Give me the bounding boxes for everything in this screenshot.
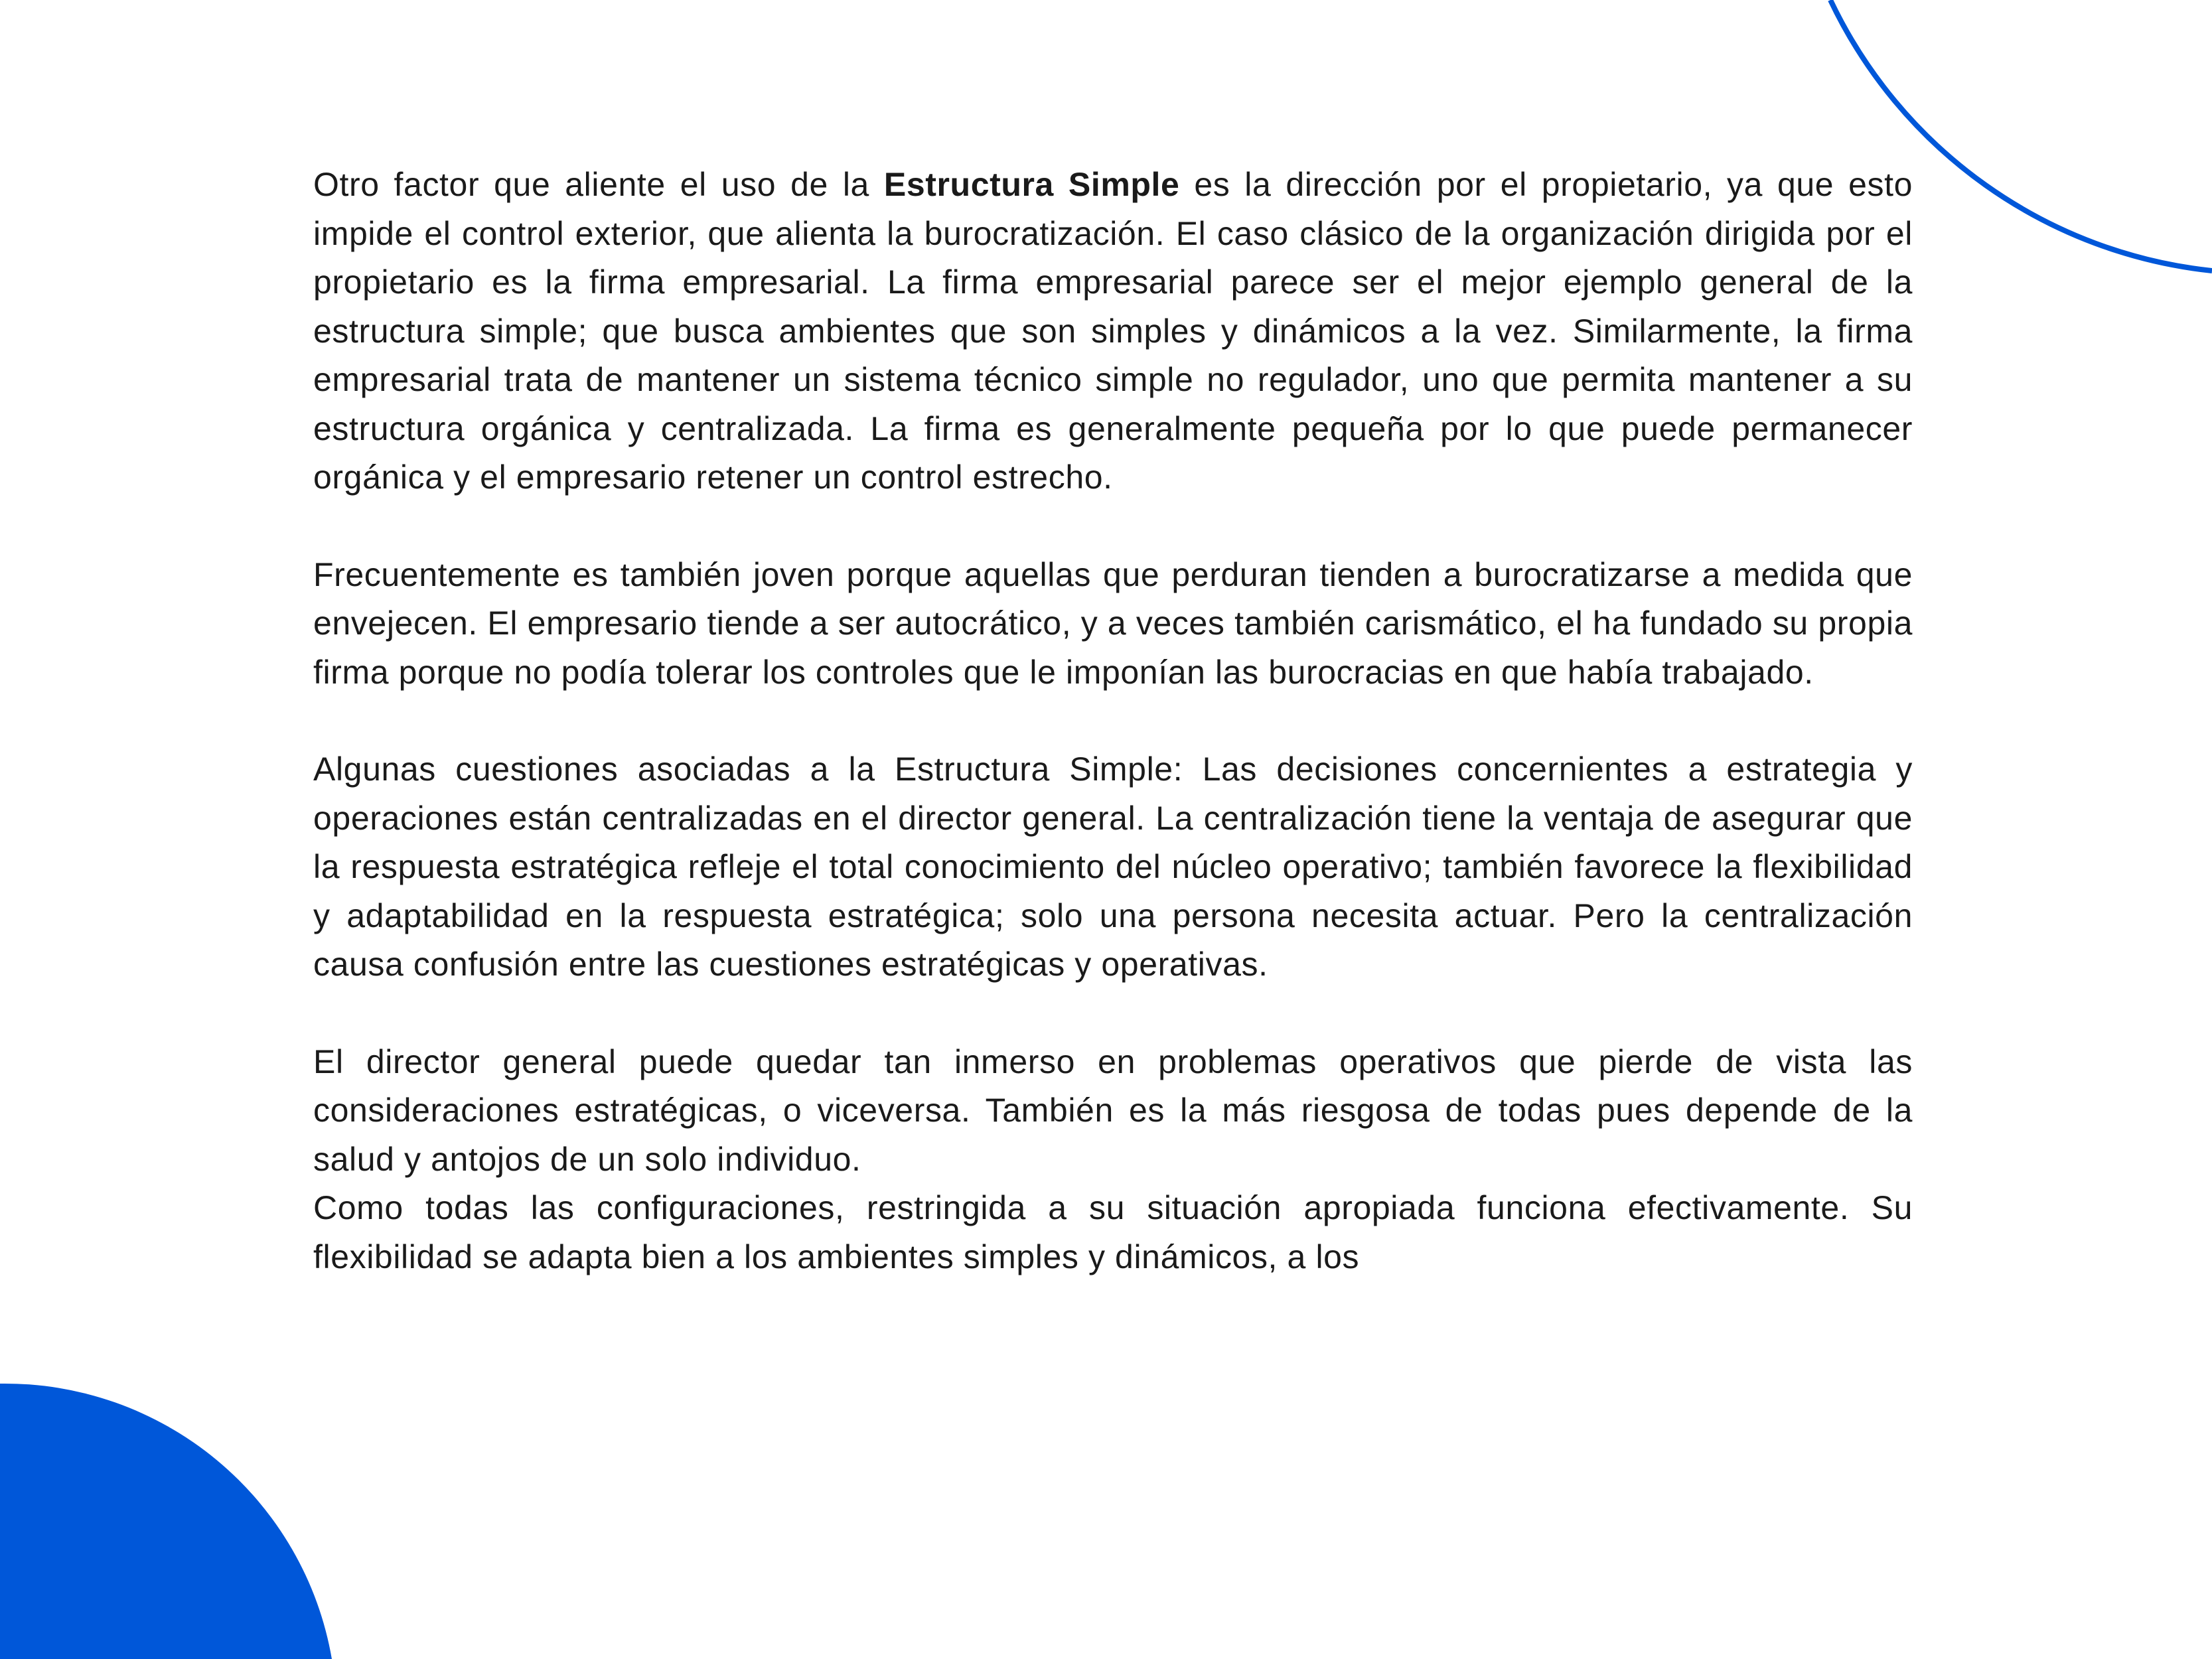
paragraph-5: Como todas las configuraciones, restringida a su situación apropiada funciona efectivamente. Su flexibilidad se adapta bien a los ambientes simples y dinámicos, a los <box>313 1189 1913 1275</box>
paragraph-2: Frecuentemente es también joven porque aquellas que perduran tienden a burocratizarse a medida que envejecen. El empresario tiende a ser autocrático, y a veces también carismático, el ha fundado su propia firma porque no podía tolerar los controles que le imponían las burocracias en que había trabajado. <box>313 555 1913 691</box>
paragraph-1-intro: Otro factor que aliente el uso de la <box>313 166 884 203</box>
paragraph-1 <box>313 161 1913 502</box>
paragraph-1-rest: es la dirección por el propietario, ya que esto impide el control exterior, que alienta la burocratización. El caso clásico de la organización dirigida por el propietario es la firma empresarial. La firma empresarial parece ser el mejor ejemplo general de la estructura simple; que busca ambientes que son simples y dinámicos a la vez. Similarmente, la firma empresarial trata de mantener un sistema técnico simple no regulador, uno que permita mantener a su estructura orgánica y centralizada. La firma es generalmente pequeña por lo que puede permanecer orgánica y el empresario retener un control estrecho. <box>313 166 1913 496</box>
paragraph-4: El director general puede quedar tan inmerso en problemas operativos que pierde de vista las consideraciones estratégicas, o viceversa. También es la más riesgosa de todas pues depende de la salud y antojos de un solo individuo. <box>313 1043 1913 1178</box>
paragraph-3: Algunas cuestiones asociadas a la Estructura Simple: Las decisiones concernientes a estrategia y operaciones están centralizadas en el director general. La centralización tiene la ventaja de asegurar que la respuesta estratégica refleje el total conocimiento del núcleo operativo; también favorece la flexibilidad y adaptabilidad en la respuesta estratégica; solo una persona necesita actuar. Pero la centralización causa confusión entre las cuestiones estratégicas y operativas. <box>313 751 1913 983</box>
bold-term-estructura-simple: Estructura Simple <box>883 166 1180 203</box>
bottom-left-quarter-circle <box>0 1384 332 1659</box>
document-body <box>313 161 1913 1281</box>
